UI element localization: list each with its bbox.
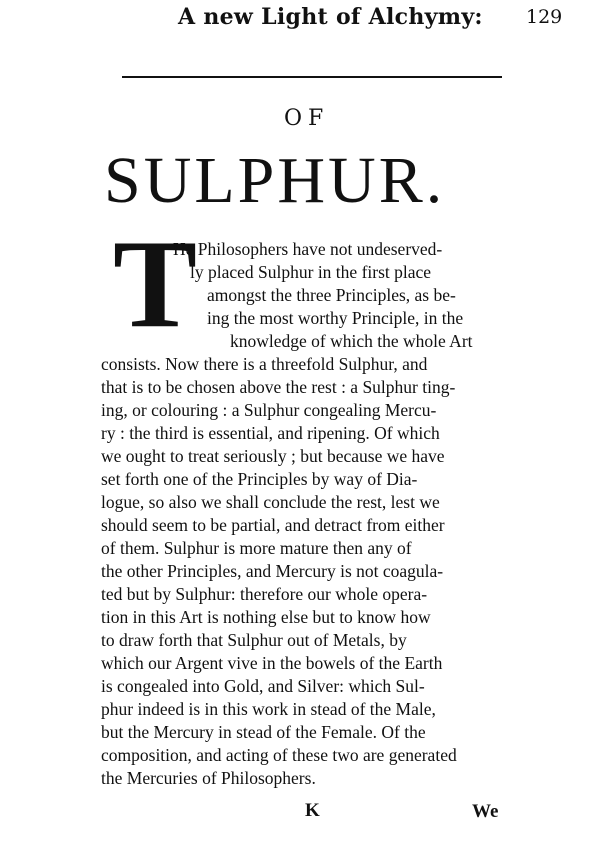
signature-mark: K xyxy=(305,800,320,821)
text-line: tion in this Art is nothing else but to know how xyxy=(101,607,431,627)
drop-cap: T xyxy=(113,215,198,354)
text-line: we ought to treat seriously ; but because we have xyxy=(101,446,445,466)
text-line: but the Mercury in stead of the Female. Of the xyxy=(101,722,426,742)
text-line: that is to be chosen above the rest : a Sulphur ting- xyxy=(101,377,456,397)
header-rule xyxy=(122,76,502,78)
text-line: composition, and acting of these two are generated xyxy=(101,745,457,765)
page-number: 129 xyxy=(526,6,563,28)
text-line: should seem to be partial, and detract from either xyxy=(101,515,445,535)
text-line: logue, so also we shall conclude the rest, lest we xyxy=(101,492,440,512)
text-line: He Philosophers have not undeserved- xyxy=(173,239,443,259)
text-line: the Mercuries of Philosophers. xyxy=(101,768,316,788)
text-line: amongst the three Principles, as be- xyxy=(207,285,456,305)
heading-of: OF xyxy=(284,106,330,131)
catchword: We xyxy=(472,801,499,822)
text-line: of them. Sulphur is more mature then any of xyxy=(101,538,412,558)
text-line: ry : the third is essential, and ripening. Of which xyxy=(101,423,440,443)
text-line: the other Principles, and Mercury is not coagula- xyxy=(101,561,444,581)
text-line: is congealed into Gold, and Silver: which Sul- xyxy=(101,676,425,696)
text-line: to draw forth that Sulphur out of Metals, by xyxy=(101,630,407,650)
text-line: which our Argent vive in the bowels of the Earth xyxy=(101,653,443,673)
text-line: ing, or colouring : a Sulphur congealing Mercu- xyxy=(101,400,437,420)
text-line: phur indeed is in this work in stead of the Male, xyxy=(101,699,436,719)
chapter-title: SULPHUR. xyxy=(104,144,446,217)
text-line: ly placed Sulphur in the first place xyxy=(190,262,432,282)
text-line: ted but by Sulphur: therefore our whole opera- xyxy=(101,584,428,604)
text-line: knowledge of which the whole Art xyxy=(230,331,473,351)
text-line: set forth one of the Principles by way of Dia- xyxy=(101,469,418,489)
running-title: A new Light of Alchymy: xyxy=(178,4,483,30)
text-line: ing the most worthy Principle, in the xyxy=(207,308,464,328)
text-line: consists. Now there is a threefold Sulphur, and xyxy=(101,354,428,374)
